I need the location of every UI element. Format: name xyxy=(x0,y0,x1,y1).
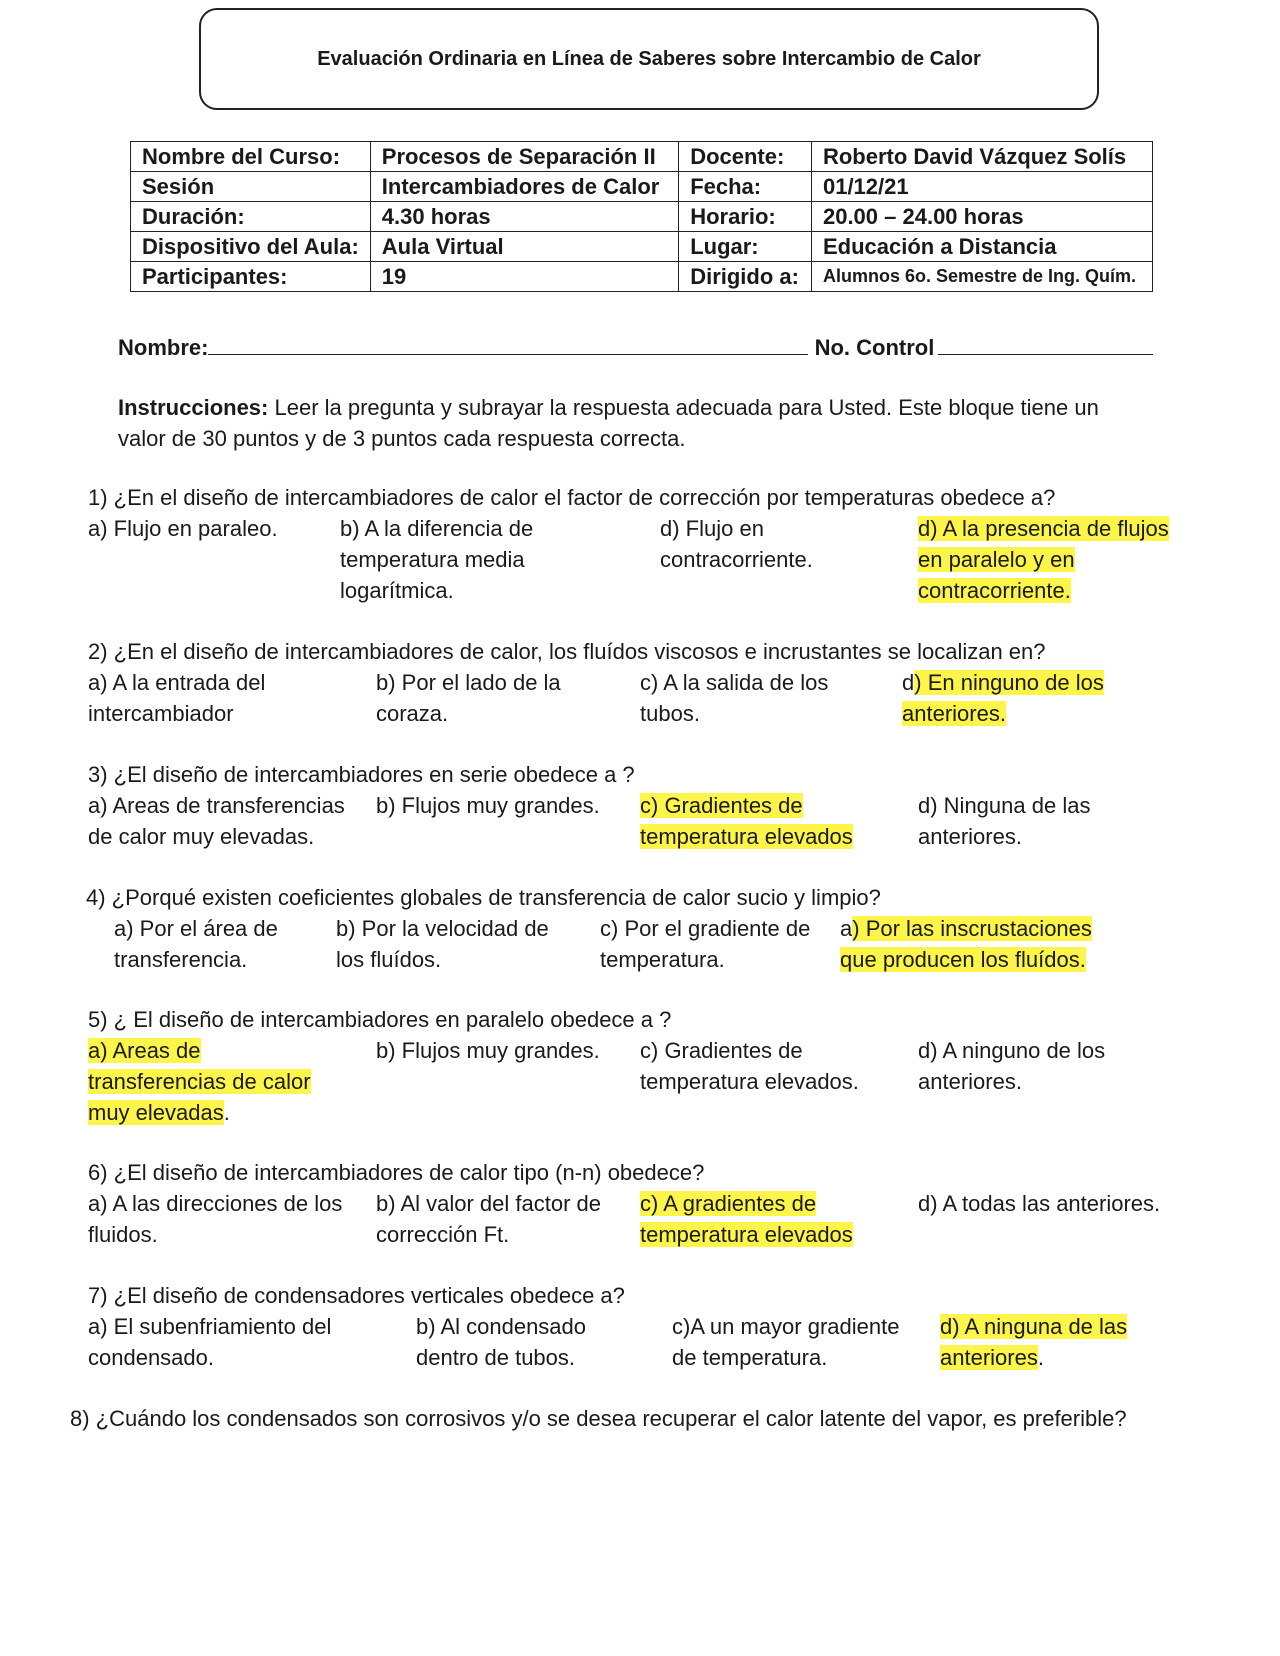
highlighted-answer: a) Areas de transferencias de calor muy elevadas xyxy=(88,1038,311,1125)
student-fields xyxy=(118,332,1153,361)
highlighted-answer: d) A ninguna de las anteriores xyxy=(940,1314,1128,1370)
table-cell: Dirigido a: xyxy=(679,262,812,292)
table-row xyxy=(131,202,1153,232)
option-3d[interactable]: d) Ninguna de las anteriores. xyxy=(918,793,1091,849)
control-label: No. Control xyxy=(814,335,935,360)
option-3a[interactable]: a) Areas de transferencias de calor muy elevadas. xyxy=(88,793,345,849)
option-letter: d xyxy=(902,670,915,695)
table-cell: Alumnos 6o. Semestre de Ing. Quím. xyxy=(811,262,1152,292)
instructions-label: Instrucciones: xyxy=(118,395,269,420)
option-6a[interactable]: a) A las direcciones de los fluidos. xyxy=(88,1191,343,1247)
highlighted-answer: ) En ninguno de los anteriores. xyxy=(902,670,1104,726)
option-7d[interactable] xyxy=(940,1311,1160,1373)
highlighted-answer: ) Por las inscrustaciones que producen los fluídos. xyxy=(840,916,1092,972)
option-2d[interactable] xyxy=(902,667,1132,729)
table-cell: Duración: xyxy=(131,202,371,232)
option-6c[interactable] xyxy=(640,1188,880,1250)
question-1: 1) ¿En el diseño de intercambiadores de calor el factor de corrección por temperaturas obedece a? xyxy=(88,485,1056,510)
question-4: 4) ¿Porqué existen coeficientes globales de transferencia de calor sucio y limpio? xyxy=(86,885,881,910)
table-cell: Docente: xyxy=(679,142,812,172)
table-cell: Sesión xyxy=(131,172,371,202)
option-2b[interactable]: b) Por el lado de la coraza. xyxy=(376,670,561,726)
question-3: 3) ¿El diseño de intercambiadores en serie obedece a ? xyxy=(88,762,635,787)
highlighted-answer: c) Gradientes de temperatura elevados xyxy=(640,793,853,849)
option-1a[interactable]: a) Flujo en paraleo. xyxy=(88,516,278,541)
table-cell: Procesos de Separación II xyxy=(370,142,678,172)
question-7: 7) ¿El diseño de condensadores verticales obedece a? xyxy=(88,1283,625,1308)
table-cell: Roberto David Vázquez Solís xyxy=(811,142,1152,172)
highlighted-answer: d) A la presencia de flujos en paralelo y en contracorriente. xyxy=(918,516,1169,603)
table-cell: 19 xyxy=(370,262,678,292)
question-5: 5) ¿ El diseño de intercambiadores en paralelo obedece a ? xyxy=(88,1007,672,1032)
question-8: 8) ¿Cuándo los condensados son corrosivos y/o se desea recuperar el calor latente del vapor, es preferible? xyxy=(70,1406,1127,1431)
document-title: Evaluación Ordinaria en Línea de Saberes sobre Intercambio de Calor xyxy=(199,8,1099,110)
option-letter: a xyxy=(840,916,853,941)
table-cell: Nombre del Curso: xyxy=(131,142,371,172)
control-field[interactable] xyxy=(938,332,1153,355)
option-3b[interactable]: b) Flujos muy grandes. xyxy=(376,793,600,818)
question-6: 6) ¿El diseño de intercambiadores de calor tipo (n-n) obedece? xyxy=(88,1160,705,1185)
option-4d[interactable] xyxy=(840,913,1110,975)
option-2a[interactable]: a) A la entrada del intercambiador xyxy=(88,670,266,726)
option-2c[interactable]: c) A la salida de los tubos. xyxy=(640,670,829,726)
option-3c[interactable] xyxy=(640,790,880,852)
highlighted-answer: c) A gradientes de temperatura elevados xyxy=(640,1191,853,1247)
name-field[interactable] xyxy=(208,332,808,355)
option-6b[interactable]: b) Al valor del factor de corrección Ft. xyxy=(376,1191,602,1247)
option-1c[interactable]: d) Flujo en contracorriente. xyxy=(660,516,813,572)
instructions xyxy=(118,392,1128,454)
option-5b[interactable]: b) Flujos muy grandes. xyxy=(376,1038,600,1063)
table-cell: 4.30 horas xyxy=(370,202,678,232)
option-1d[interactable] xyxy=(918,513,1198,606)
table-cell: Aula Virtual xyxy=(370,232,678,262)
table-cell: Lugar: xyxy=(679,232,812,262)
option-trailing-period: . xyxy=(223,1100,230,1125)
table-cell: Horario: xyxy=(679,202,812,232)
option-4b[interactable]: b) Por la velocidad de los fluídos. xyxy=(336,916,549,972)
option-6d[interactable]: d) A todas las anteriores. xyxy=(918,1191,1161,1216)
option-trailing-period: . xyxy=(1037,1345,1044,1370)
option-7a[interactable]: a) El subenfriamiento del condensado. xyxy=(88,1314,332,1370)
course-info-table xyxy=(130,141,1153,292)
option-5d[interactable]: d) A ninguno de los anteriores. xyxy=(918,1038,1106,1094)
table-cell: Educación a Distancia xyxy=(811,232,1152,262)
option-5a[interactable] xyxy=(88,1035,328,1128)
option-5c[interactable]: c) Gradientes de temperatura elevados. xyxy=(640,1038,859,1094)
table-cell: Dispositivo del Aula: xyxy=(131,232,371,262)
table-cell: 20.00 – 24.00 horas xyxy=(811,202,1152,232)
table-cell: Participantes: xyxy=(131,262,371,292)
table-cell: 01/12/21 xyxy=(811,172,1152,202)
instructions-text: Leer la pregunta y subrayar la respuesta adecuada para Usted. Este bloque tiene un valor de 30 puntos y de 3 puntos cada respuesta correcta. xyxy=(118,395,1099,451)
option-1b[interactable]: b) A la diferencia de temperatura media logarítmica. xyxy=(340,516,534,603)
table-row xyxy=(131,262,1153,292)
table-row xyxy=(131,142,1153,172)
option-7c[interactable]: c)A un mayor gradiente de temperatura. xyxy=(672,1314,900,1370)
option-4a[interactable]: a) Por el área de transferencia. xyxy=(114,916,278,972)
option-7b[interactable]: b) Al condensado dentro de tubos. xyxy=(416,1314,587,1370)
table-row xyxy=(131,232,1153,262)
question-2: 2) ¿En el diseño de intercambiadores de calor, los fluídos viscosos e incrustantes se localizan en? xyxy=(88,639,1046,664)
table-row xyxy=(131,172,1153,202)
table-cell: Intercambiadores de Calor xyxy=(370,172,678,202)
option-4c[interactable]: c) Por el gradiente de temperatura. xyxy=(600,916,811,972)
table-cell: Fecha: xyxy=(679,172,812,202)
name-label: Nombre: xyxy=(118,335,209,360)
